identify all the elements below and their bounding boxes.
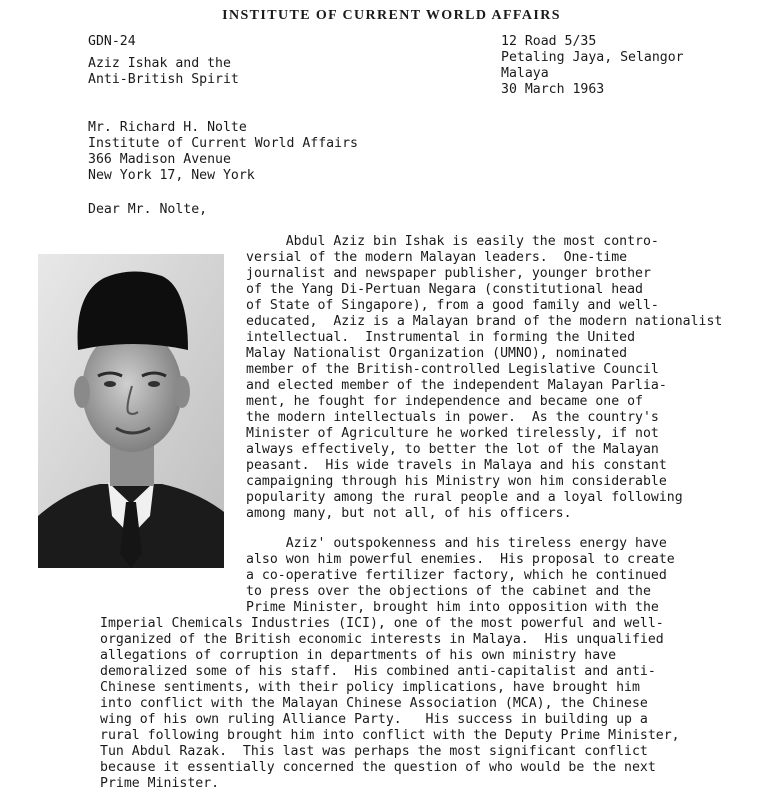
paragraph-1-line: ment, he fought for independence and became one of xyxy=(246,394,643,409)
paragraph-2-line: rural following brought him into conflict with the Deputy Prime Minister, xyxy=(100,728,680,743)
salutation: Dear Mr. Nolte, xyxy=(88,202,208,217)
paragraph-2-line: to press over the objections of the cabinet and the xyxy=(246,584,651,599)
portrait-photo xyxy=(38,254,224,568)
paragraph-1-line: campaigning through his Ministry won him considerable xyxy=(246,474,667,489)
document-code: GDN-24 xyxy=(88,34,136,49)
paragraph-1-line: intellectual. Instrumental in forming the United xyxy=(246,330,636,345)
recipient-line: 366 Madison Avenue xyxy=(88,152,231,167)
paragraph-1-line: among many, but not all, of his officers. xyxy=(246,506,572,521)
paragraph-1-line: of the Yang Di-Pertuan Negara (constitutional head xyxy=(246,282,643,297)
paragraph-1-line: journalist and newspaper publisher, younger brother xyxy=(246,266,651,281)
paragraph-1-line: versial of the modern Malayan leaders. One-time xyxy=(246,250,628,265)
paragraph-1-line: always effectively, to better the lot of the Malayan xyxy=(246,442,659,457)
paragraph-1-line: the modern intellectuals in power. As the country's xyxy=(246,410,659,425)
paragraph-2-line: because it essentially concerned the question of who would be the next xyxy=(100,760,656,775)
paragraph-1-line: Minister of Agriculture he worked tirelessly, if not xyxy=(246,426,659,441)
letter-date: 30 March 1963 xyxy=(501,82,605,97)
paragraph-1-line: peasant. His wide travels in Malaya and his constant xyxy=(246,458,667,473)
subject-line-1: Aziz Ishak and the xyxy=(88,56,231,71)
paragraph-2-line: into conflict with the Malayan Chinese Association (MCA), the Chinese xyxy=(100,696,648,711)
sender-address-line: Malaya xyxy=(501,66,549,81)
institute-header: INSTITUTE OF CURRENT WORLD AFFAIRS xyxy=(222,8,561,23)
paragraph-2-line: Imperial Chemicals Industries (ICI), one of the most powerful and well- xyxy=(100,616,664,631)
portrait-illustration xyxy=(38,254,224,568)
paragraph-2-line: allegations of corruption in departments of his own ministry have xyxy=(100,648,617,663)
paragraph-2-line: Chinese sentiments, with their policy implications, have brought him xyxy=(100,680,640,695)
recipient-line: Mr. Richard H. Nolte xyxy=(88,120,247,135)
paragraph-1-line: popularity among the rural people and a loyal following xyxy=(246,490,683,505)
subject-line-2: Anti-British Spirit xyxy=(88,72,239,87)
paragraph-2-line: Prime Minister. xyxy=(100,776,220,791)
recipient-line: Institute of Current World Affairs xyxy=(88,136,358,151)
paragraph-2-line: Tun Abdul Razak. This last was perhaps the most significant conflict xyxy=(100,744,648,759)
sender-address-line: 12 Road 5/35 xyxy=(501,34,597,49)
paragraph-1-line: Abdul Aziz bin Ishak is easily the most contro- xyxy=(246,234,659,249)
paragraph-2-line: wing of his own ruling Alliance Party. His success in building up a xyxy=(100,712,648,727)
paragraph-2-line: also won him powerful enemies. His proposal to create xyxy=(246,552,675,567)
paragraph-1-line: of State of Singapore), from a good family and well- xyxy=(246,298,659,313)
paragraph-2-line: demoralized some of his staff. His combined anti-capitalist and anti- xyxy=(100,664,656,679)
paragraph-1-line: member of the British-controlled Legislative Council xyxy=(246,362,659,377)
paragraph-1-line: and elected member of the independent Malayan Parlia- xyxy=(246,378,667,393)
sender-address-line: Petaling Jaya, Selangor xyxy=(501,50,684,65)
paragraph-2-line: a co-operative fertilizer factory, which he continued xyxy=(246,568,667,583)
paragraph-2-line: Prime Minister, brought him into opposition with the xyxy=(246,600,659,615)
paragraph-2-line: organized of the British economic interests in Malaya. His unqualified xyxy=(100,632,664,647)
recipient-line: New York 17, New York xyxy=(88,168,255,183)
paragraph-1-line: educated, Aziz is a Malayan brand of the modern nationalist xyxy=(246,314,723,329)
paragraph-2-line: Aziz' outspokenness and his tireless energy have xyxy=(246,536,667,551)
paragraph-1-line: Malay Nationalist Organization (UMNO), nominated xyxy=(246,346,628,361)
